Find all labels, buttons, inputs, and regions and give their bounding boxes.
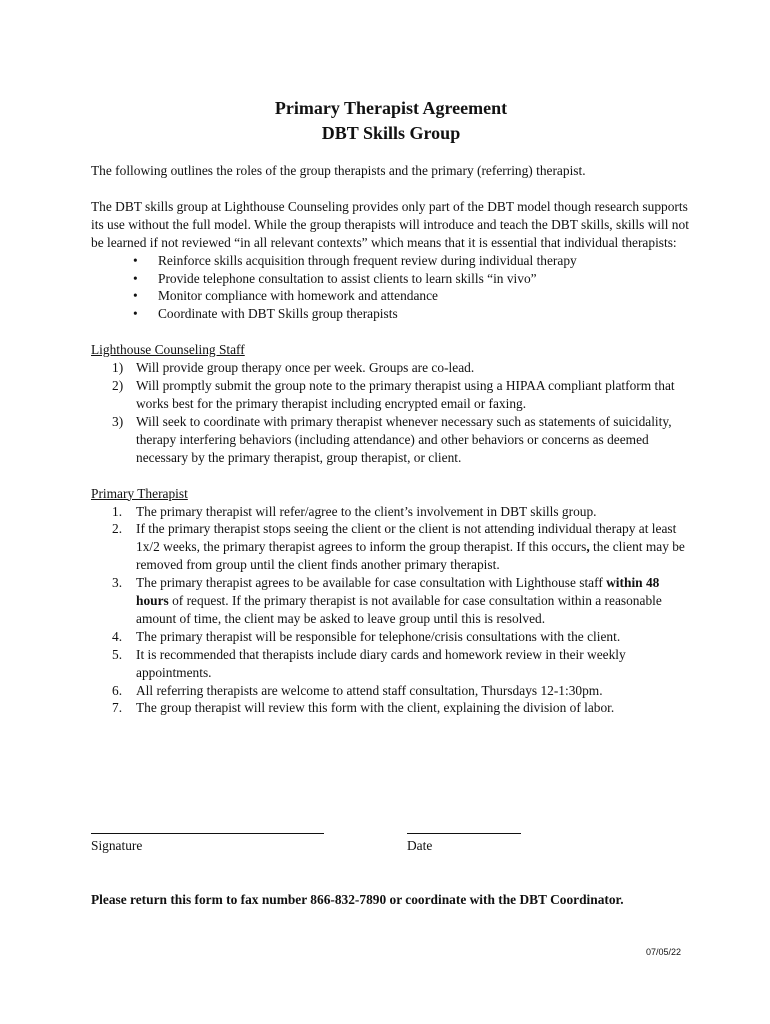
list-item: • Coordinate with DBT Skills group therapists (133, 305, 691, 323)
dbt-model-paragraph: The DBT skills group at Lighthouse Counseling provides only part of the DBT model though research supports its use without the full model. While the group therapists will introduce and teach the DBT skills, skills will not be learned if not reviewed “in all relevant contexts” which means that it is essential that individual therapists: (91, 198, 689, 250)
list-item: 1) Will provide group therapy once per week. Groups are co-lead. (112, 360, 475, 376)
list-item: 5. It is recommended that therapists include diary cards and homework review in their weekly appointments. (112, 646, 626, 680)
version-date: 07/05/22 (645, 947, 681, 957)
primary-therapist-heading: Primary Therapist (91, 485, 188, 501)
signature-label: Signature (91, 838, 143, 853)
list-item: 2. If the primary therapist stops seeing the client or the client is not attending individual therapy at least 1x/2 weeks, the primary therapist agrees to inform the group therapist. If this occurs, the client may be removed from group until the client finds another primary therapist. (112, 521, 685, 573)
document-title: Primary Therapist Agreement (274, 98, 508, 118)
signature-field[interactable] (91, 833, 324, 834)
primary-therapist-list (91, 503, 691, 718)
document-subtitle: DBT Skills Group (321, 123, 461, 143)
staff-responsibilities-list (91, 359, 691, 466)
intro-paragraph: The following outlines the roles of the group therapists and the primary (referring) therapist. (91, 163, 586, 178)
list-item: 7. The group therapist will review this form with the client, explaining the division of labor. (112, 700, 615, 716)
staff-section-heading: Lighthouse Counseling Staff (91, 342, 245, 358)
emphasis-text: within 48 hours (136, 575, 660, 609)
return-instructions: Please return this form to fax number 866-832-7890 or coordinate with the DBT Coordinator. (91, 892, 624, 907)
list-item: • Provide telephone consultation to assist clients to learn skills “in vivo” (133, 270, 691, 288)
signature-block (91, 820, 691, 860)
date-field[interactable] (407, 833, 521, 834)
list-item: • Monitor compliance with homework and attendance (133, 287, 691, 305)
therapist-duties-list (91, 252, 691, 324)
list-item: 2) Will promptly submit the group note to the primary therapist using a HIPAA compliant platform that works best for the primary therapist including encrypted email or faxing. (112, 378, 675, 411)
list-item: 3. The primary therapist agrees to be available for case consultation with Lighthouse staff within 48 hours of request. If the primary therapist is not available for case consultation within a reasonable amount of time, the client may be asked to leave group until this is resolved. (112, 575, 662, 626)
list-item: 4. The primary therapist will be responsible for telephone/crisis consultations with the client. (112, 628, 621, 644)
date-label: Date (407, 838, 433, 853)
list-item: 3) Will seek to coordinate with primary therapist whenever necessary such as statements of suicidality, therapy interfering behaviors (including attendance) and other behaviors or concerns as deemed necessary by the primary therapist, group therapist, or client. (112, 413, 672, 465)
list-item: • Reinforce skills acquisition through frequent review during individual therapy (133, 252, 691, 270)
list-item: 6. All referring therapists are welcome to attend staff consultation, Thursdays 12-1:30pm. (112, 682, 603, 698)
document-page (91, 96, 691, 717)
list-item: 1. The primary therapist will refer/agree to the client’s involvement in DBT skills group. (112, 503, 597, 519)
